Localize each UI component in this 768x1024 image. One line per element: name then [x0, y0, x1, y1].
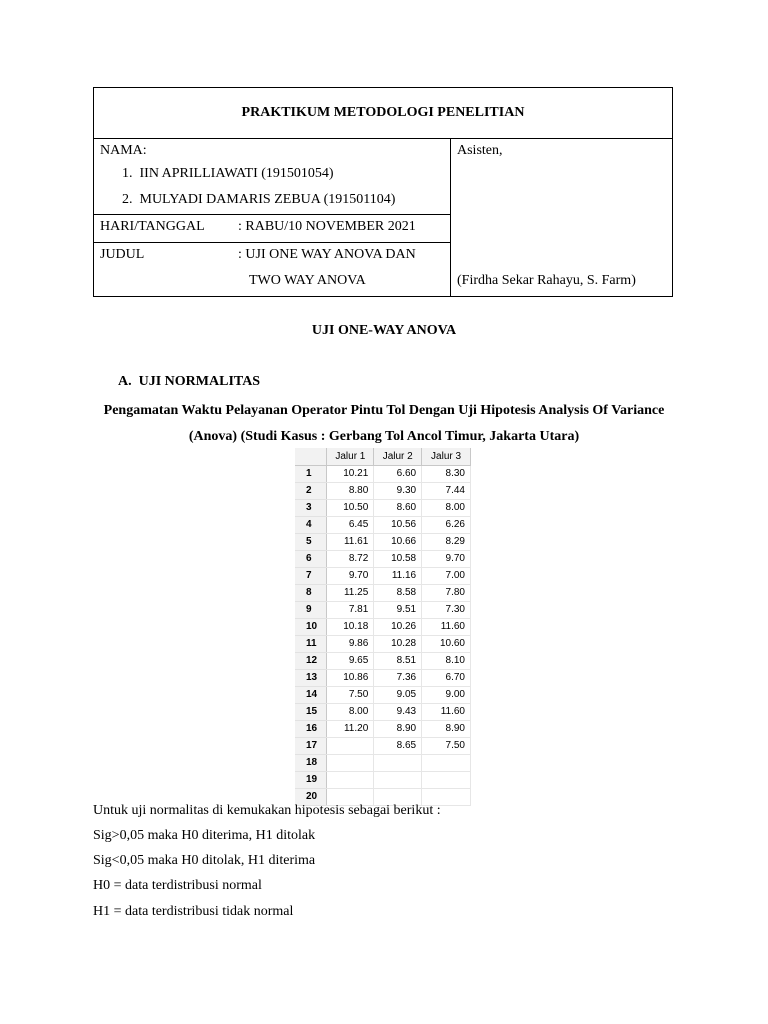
data-cell[interactable]: 8.90: [422, 720, 471, 737]
data-cell[interactable]: 10.18: [327, 618, 374, 635]
data-cell[interactable]: 9.86: [327, 635, 374, 652]
data-table: [295, 448, 471, 806]
data-cell[interactable]: 8.00: [327, 703, 374, 720]
data-cell[interactable]: 11.61: [327, 533, 374, 550]
table-row: [295, 584, 471, 601]
data-cell[interactable]: 8.90: [374, 720, 422, 737]
data-cell[interactable]: 11.60: [422, 618, 471, 635]
row-number[interactable]: 17: [295, 737, 327, 754]
data-cell[interactable]: 7.44: [422, 482, 471, 499]
data-cell[interactable]: 10.66: [374, 533, 422, 550]
data-cell[interactable]: 7.50: [422, 737, 471, 754]
data-cell[interactable]: [422, 771, 471, 788]
table-row: [295, 618, 471, 635]
member-1: 1. IIN APRILLIAWATI (191501054): [122, 166, 334, 181]
data-cell[interactable]: [327, 771, 374, 788]
nama-label: NAMA:: [100, 143, 147, 158]
table-row: [295, 652, 471, 669]
row-number[interactable]: 15: [295, 703, 327, 720]
asisten-label: Asisten,: [457, 143, 503, 158]
data-cell[interactable]: 8.29: [422, 533, 471, 550]
table-row: [295, 516, 471, 533]
praktikum-title: PRAKTIKUM METODOLOGI PENELITIAN: [94, 88, 672, 139]
data-cell[interactable]: 9.05: [374, 686, 422, 703]
data-cell[interactable]: 8.65: [374, 737, 422, 754]
table-row: [295, 465, 471, 482]
table-row: [295, 533, 471, 550]
data-cell[interactable]: [327, 754, 374, 771]
row-number[interactable]: 2: [295, 482, 327, 499]
column-header[interactable]: Jalur 3: [422, 448, 471, 465]
data-cell[interactable]: 6.60: [374, 465, 422, 482]
table-row: [295, 635, 471, 652]
table-row: [295, 482, 471, 499]
judul-value-line-2: TWO WAY ANOVA: [249, 273, 366, 288]
data-cell[interactable]: 7.50: [327, 686, 374, 703]
data-cell[interactable]: 11.60: [422, 703, 471, 720]
data-cell[interactable]: 7.36: [374, 669, 422, 686]
divider-line: [94, 214, 451, 215]
data-cell[interactable]: 8.00: [422, 499, 471, 516]
member-2: 2. MULYADI DAMARIS ZEBUA (191501104): [122, 192, 396, 207]
data-cell[interactable]: 10.60: [422, 635, 471, 652]
row-number[interactable]: 1: [295, 465, 327, 482]
row-number[interactable]: 20: [295, 788, 327, 805]
row-number[interactable]: 19: [295, 771, 327, 788]
data-cell[interactable]: 9.30: [374, 482, 422, 499]
data-cell[interactable]: 10.56: [374, 516, 422, 533]
data-cell[interactable]: 10.50: [327, 499, 374, 516]
table-row: [295, 499, 471, 516]
data-cell[interactable]: 9.70: [327, 567, 374, 584]
data-cell[interactable]: 9.43: [374, 703, 422, 720]
data-cell[interactable]: 9.65: [327, 652, 374, 669]
row-number[interactable]: 18: [295, 754, 327, 771]
row-number[interactable]: 7: [295, 567, 327, 584]
section-title: UJI ONE-WAY ANOVA: [311, 323, 457, 338]
data-cell[interactable]: 7.00: [422, 567, 471, 584]
judul-label: JUDUL: [100, 247, 145, 262]
data-cell[interactable]: 7.30: [422, 601, 471, 618]
data-cell[interactable]: [374, 754, 422, 771]
header-box: [93, 87, 673, 297]
data-cell[interactable]: 8.72: [327, 550, 374, 567]
row-number[interactable]: 12: [295, 652, 327, 669]
spss-data-view: [295, 448, 471, 802]
table-row: [295, 737, 471, 754]
row-number[interactable]: 5: [295, 533, 327, 550]
divider-line: [94, 242, 451, 243]
paragraph: Untuk uji normalitas di kemukakan hipotesis sebagai berikut :: [93, 803, 441, 818]
row-number[interactable]: 9: [295, 601, 327, 618]
row-number[interactable]: 16: [295, 720, 327, 737]
row-number[interactable]: 13: [295, 669, 327, 686]
data-cell[interactable]: 6.45: [327, 516, 374, 533]
data-cell[interactable]: 8.30: [422, 465, 471, 482]
table-row: [295, 601, 471, 618]
row-number[interactable]: 3: [295, 499, 327, 516]
table-row: [295, 771, 471, 788]
data-cell[interactable]: 9.00: [422, 686, 471, 703]
table-body: [295, 465, 471, 805]
hari-value: : RABU/10 NOVEMBER 2021: [238, 219, 416, 234]
data-cell[interactable]: 6.26: [422, 516, 471, 533]
data-cell[interactable]: 6.70: [422, 669, 471, 686]
data-cell[interactable]: 8.10: [422, 652, 471, 669]
paragraph: H1 = data terdistribusi tidak normal: [93, 904, 294, 919]
paragraph: Sig<0,05 maka H0 ditolak, H1 diterima: [93, 853, 316, 868]
data-cell[interactable]: [374, 771, 422, 788]
header-right-column: [451, 139, 673, 297]
data-cell[interactable]: [327, 737, 374, 754]
header-left-column: [94, 139, 451, 297]
table-row: [295, 669, 471, 686]
table-row: [295, 550, 471, 567]
data-cell[interactable]: 10.28: [374, 635, 422, 652]
data-cell[interactable]: 10.86: [327, 669, 374, 686]
table-row: [295, 703, 471, 720]
asisten-name: (Firdha Sekar Rahayu, S. Farm): [457, 273, 636, 288]
data-cell[interactable]: 11.25: [327, 584, 374, 601]
data-cell[interactable]: 10.58: [374, 550, 422, 567]
data-cell[interactable]: 10.21: [327, 465, 374, 482]
column-header[interactable]: Jalur 2: [374, 448, 422, 465]
data-cell[interactable]: 8.58: [374, 584, 422, 601]
row-number[interactable]: 4: [295, 516, 327, 533]
table-row: [295, 720, 471, 737]
row-number[interactable]: 8: [295, 584, 327, 601]
data-cell[interactable]: 7.81: [327, 601, 374, 618]
judul-value-line-1: : UJI ONE WAY ANOVA DAN: [238, 247, 416, 262]
data-cell[interactable]: 8.51: [374, 652, 422, 669]
data-cell[interactable]: [422, 754, 471, 771]
column-header[interactable]: Jalur 1: [327, 448, 374, 465]
data-cell[interactable]: 8.60: [374, 499, 422, 516]
corner-cell: [295, 448, 327, 465]
subsection-heading: A. UJI NORMALITAS: [118, 374, 261, 389]
paragraph: H0 = data terdistribusi normal: [93, 878, 262, 893]
paragraph: Sig>0,05 maka H0 diterima, H1 ditolak: [93, 828, 316, 843]
table-row: [295, 567, 471, 584]
row-number[interactable]: 10: [295, 618, 327, 635]
data-cell[interactable]: 9.70: [422, 550, 471, 567]
hari-label: HARI/TANGGAL: [100, 219, 205, 234]
row-number[interactable]: 6: [295, 550, 327, 567]
row-number[interactable]: 11: [295, 635, 327, 652]
data-cell[interactable]: 8.80: [327, 482, 374, 499]
data-cell[interactable]: 9.51: [374, 601, 422, 618]
data-cell[interactable]: 11.16: [374, 567, 422, 584]
data-cell[interactable]: 7.80: [422, 584, 471, 601]
table-header-row: [295, 448, 471, 465]
case-study-title: Pengamatan Waktu Pelayanan Operator Pintu Tol Dengan Uji Hipotesis Analysis Of Variance (Anova) (Studi Kasus : Gerbang Tol Ancol Timur, Jakarta Utara): [103, 403, 665, 444]
table-row: [295, 754, 471, 771]
table-row: [295, 686, 471, 703]
data-cell[interactable]: 11.20: [327, 720, 374, 737]
data-cell[interactable]: 10.26: [374, 618, 422, 635]
row-number[interactable]: 14: [295, 686, 327, 703]
